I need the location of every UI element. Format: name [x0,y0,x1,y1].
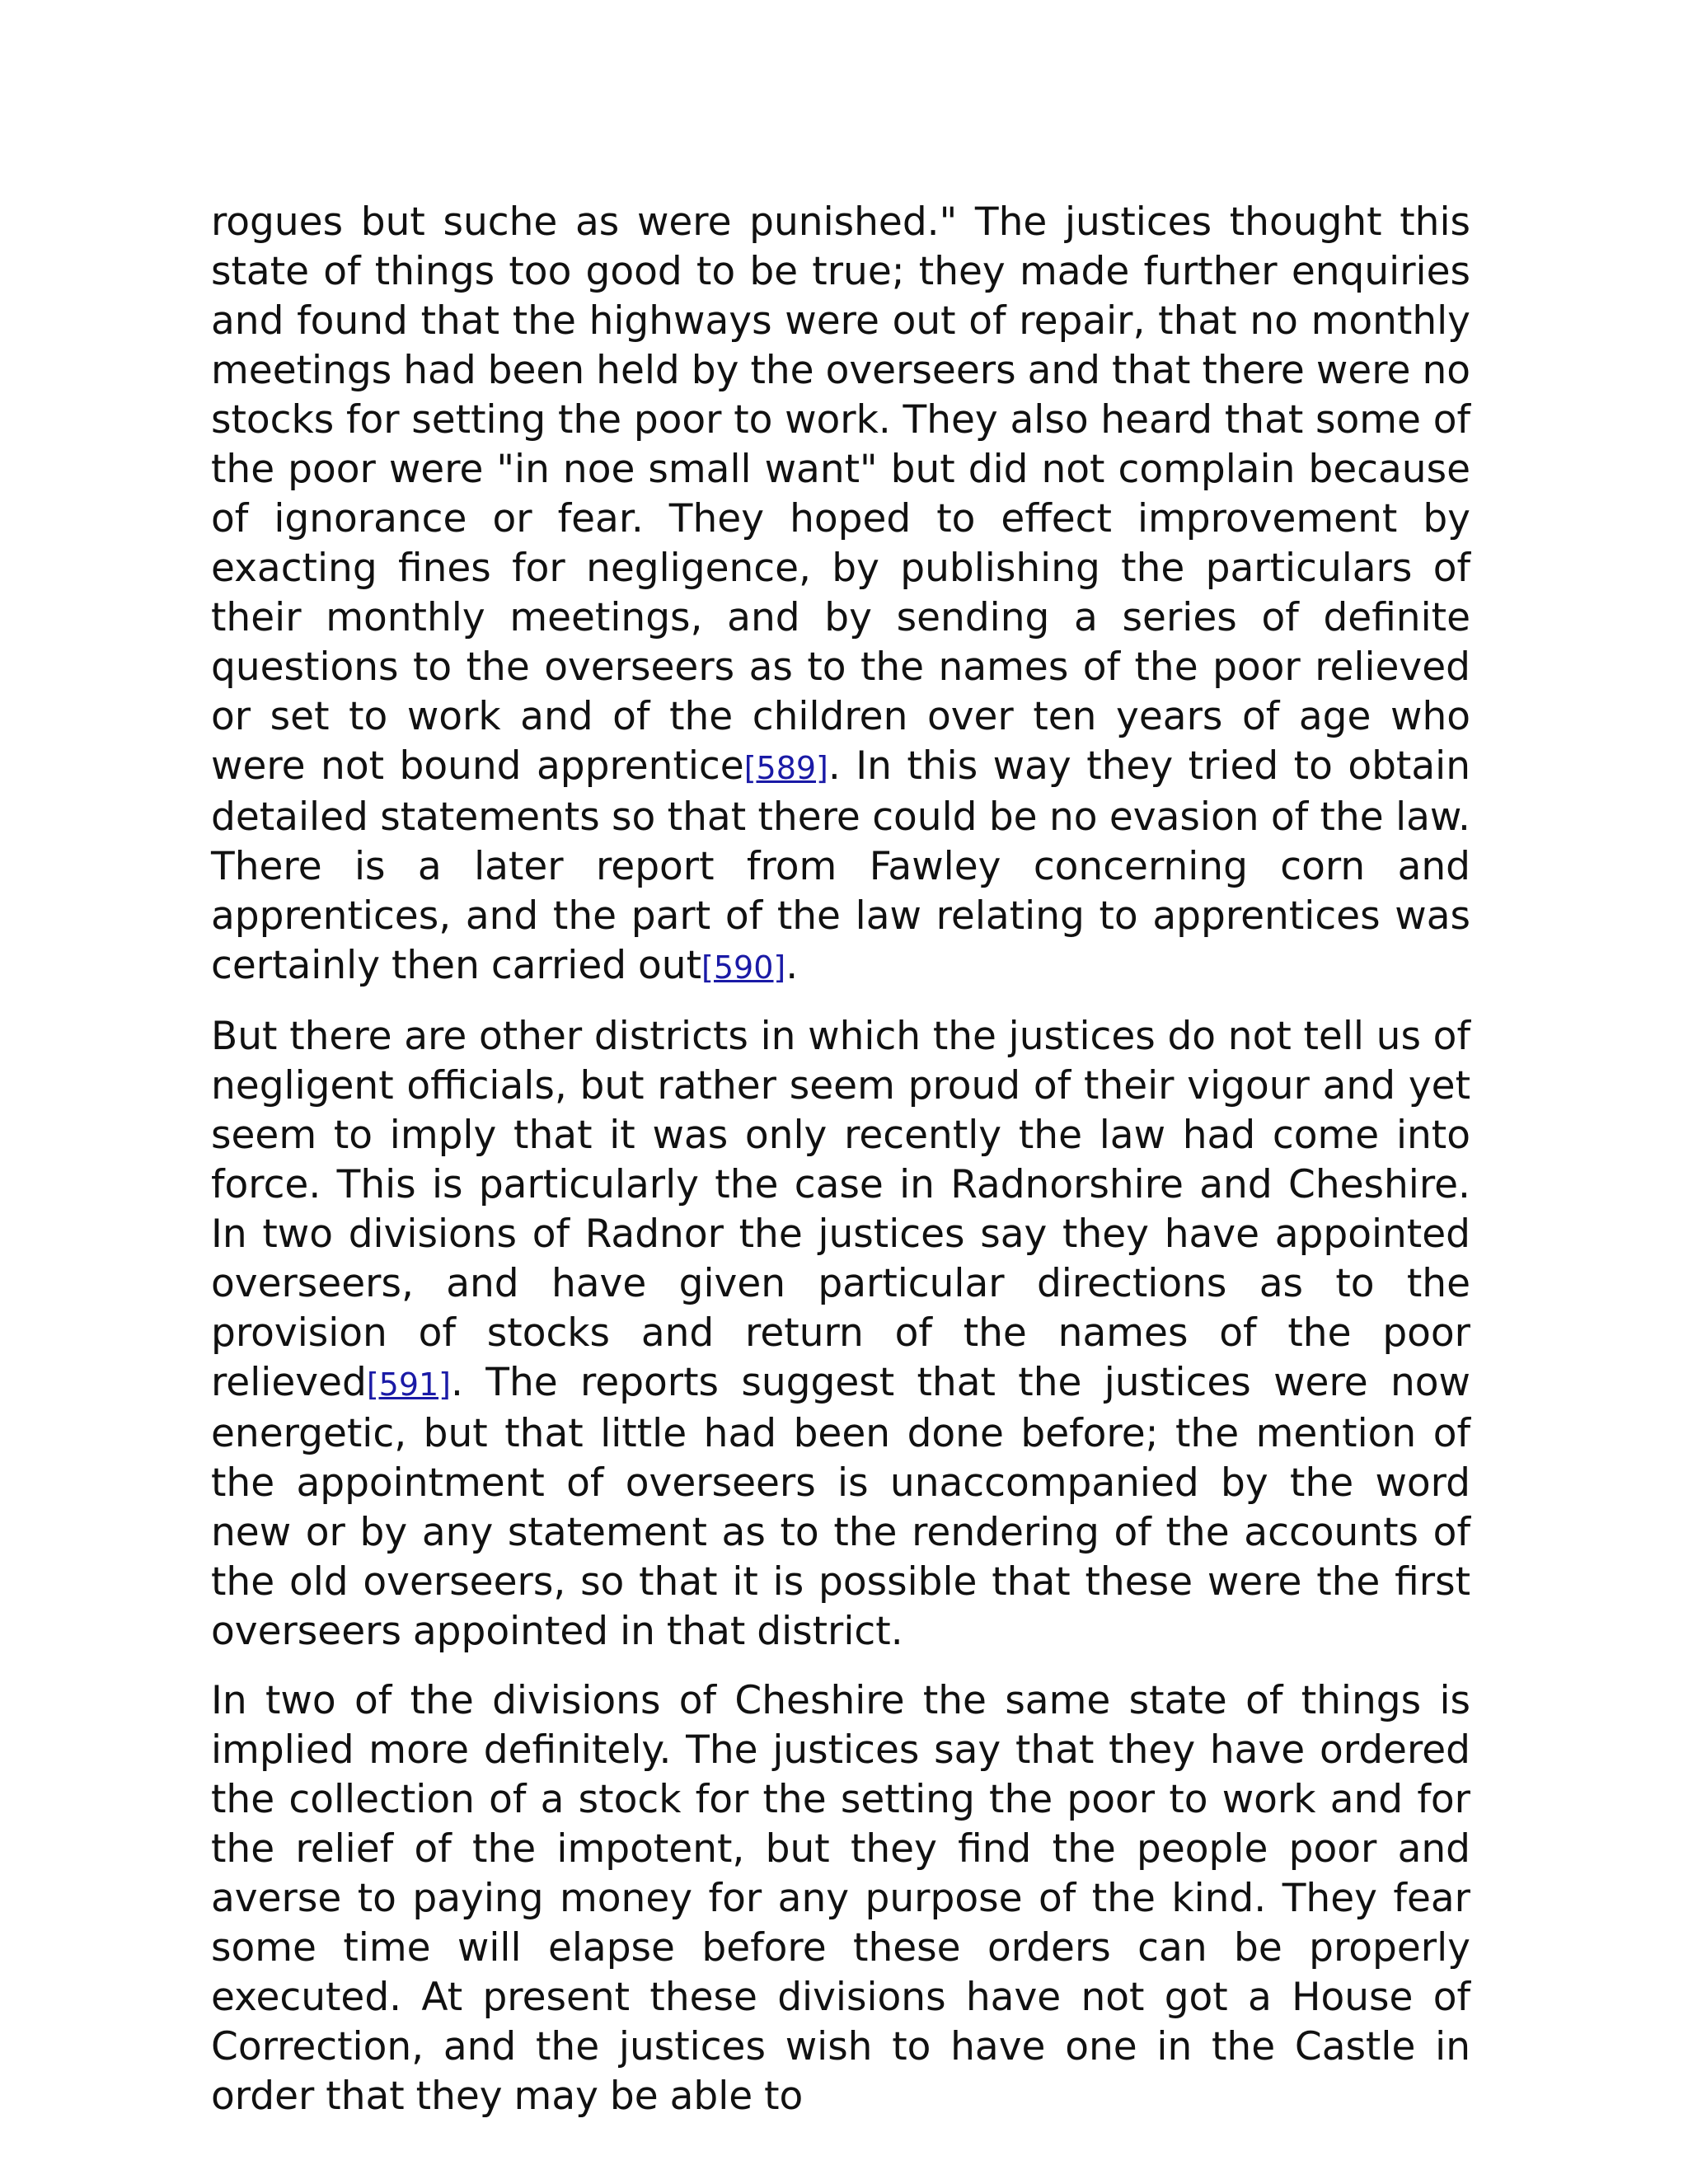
paragraph-text: rogues but suche as were punished." The justices thought this state of things too good to be true; they made further enquiries and found that the highways were out of repair, that no monthly meetings had been held by the overseers and that there were no stocks for setting the poor to work. They also heard that some of the poor were "in noe small want" but did not complain because of ignorance or fear. They hoped to effect improvement by exacting fines for negligence, by publishing the particulars of their monthly meetings, and by sending a series of definite questions to the overseers as to the names of the poor relieved or set to work and of the children over ten years of age who were not bound apprentice [211,199,1470,789]
footnote-link-591[interactable]: [591] [366,1366,451,1403]
paragraph-text: . [785,943,799,988]
paragraph-3 [211,1676,1470,2121]
footnote-link-589[interactable]: [589] [743,750,828,786]
paragraph-text: In two of the divisions of Cheshire the same state of things is implied more definitely. The justices say that they have ordered the collection of a stock for the setting the poor to work and for the relief of the impotent, but they find the people poor and averse to paying money for any purpose of the kind. They fear some time will elapse before these orders can be properly executed. At present these divisions have not got a House of Correction, and the justices wish to have one in the Castle in order that they may be able to [211,1678,1470,2119]
paragraph-2 [211,1012,1470,1657]
paragraph-1 [211,198,1470,992]
paragraph-text: . The reports suggest that the justices were now energetic, but that little had been done before; the mention of the appointment of overseers is unaccompanied by the word new or by any statement as to the rendering of the accounts of the old overseers, so that it is possible that these were the first overseers appointed in that district. [211,1360,1470,1654]
document-page [211,198,1470,2141]
footnote-link-590[interactable]: [590] [701,949,786,986]
paragraph-text: . In this way they tried to obtain detailed statements so that there could be no evasion of the law. There is a later report from Fawley concerning corn and apprentices, and the part of the law relating to apprentices was certainly then carried out [211,743,1471,988]
paragraph-text: But there are other districts in which the justices do not tell us of negligent officials, but rather seem proud of their vigour and yet seem to imply that it was only recently the law had come into force. This is particularly the case in Radnorshire and Cheshire. In two divisions of Radnor the justices say they have appointed overseers, and have given particular directions as to the provision of stocks and return of the names of the poor relieved [211,1014,1470,1405]
